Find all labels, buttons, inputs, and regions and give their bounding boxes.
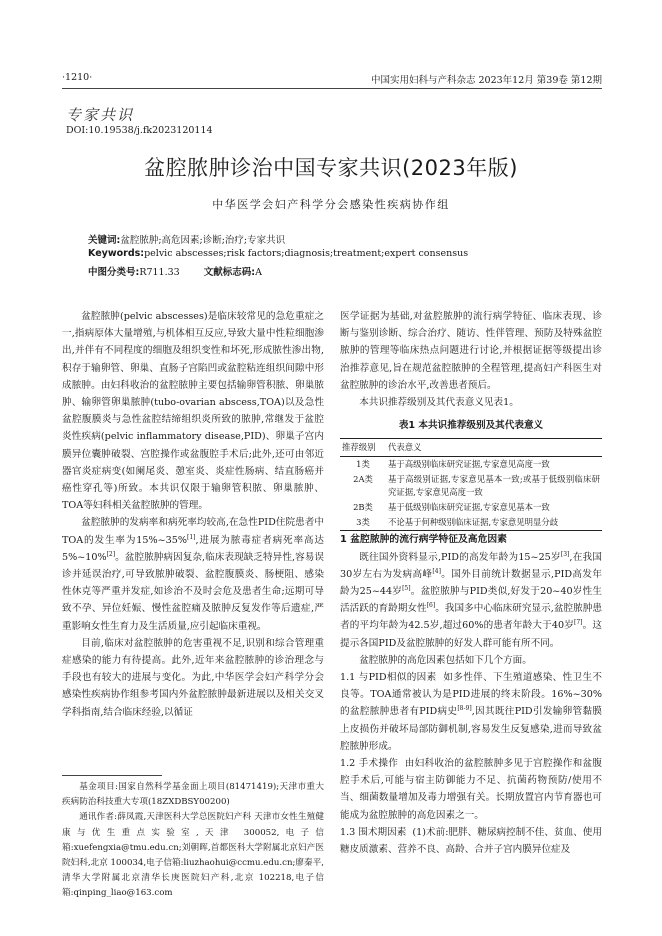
citation: [5]: [402, 584, 411, 592]
classification: [88, 264, 588, 278]
risk-intro-paragraph: 盆腔脓肿的高危因素包括如下几个方面。: [359, 654, 532, 666]
table-title: 表1 本共识推荐级别及其代表意义: [398, 420, 544, 432]
clc-label: 中图分类号:: [88, 267, 140, 278]
table-cell-meaning: 基于高级别证据,专家意见基本一致;或基于低级别临床研究证据,专家意见高度一致: [388, 474, 600, 498]
doi: DOI:10.19538/j.fk2023120114: [66, 125, 213, 136]
left-column: [62, 308, 324, 721]
table-cell-meaning: 不论基于何种级别临床证据,专家意见明显分歧: [386, 515, 602, 531]
citation: [3]: [560, 550, 570, 558]
subsection-1-3: 1.3 围术期因素 (1)术前:肥胖、糖尿病控制不佳、贫血、使用糖皮质激素、营养不良、高龄、合并子宫内膜异位症及: [340, 826, 602, 856]
keywords-en: [88, 248, 588, 259]
table-cell-level: 2A类: [353, 474, 373, 485]
subsection-1-1: 1.1 与PID相似的因素 如多性伴、下生殖道感染、性卫生不良等。TOA通常被认为是PID进展的终末阶段。16%~30%的盆腔脓肿患者有PID病史[8-9],因其既往PID引发输卵管黏膜上皮损伤并破坏局部防御机制,容易发生反复感染,进而导致盆腔脓肿形成。: [340, 672, 603, 752]
keywords-en-label: Keywords:: [88, 248, 145, 259]
table-cell-level: 3类: [340, 515, 386, 531]
page-number: ·1210·: [62, 72, 93, 83]
subsection-1-1-label: 1.1 与PID相似的因素: [340, 672, 437, 684]
section-1-heading: 1 盆腔脓肿的流行病学特征及高危因素: [340, 534, 507, 546]
keywords-cn-text: 盆腔脓肿;高危因素;诊断;治疗;专家共识: [120, 235, 286, 246]
table-header-meaning: 代表意义: [386, 439, 602, 457]
table-row: [340, 472, 602, 500]
epidemiology-paragraph: 既往国外资料显示,PID的高发年龄为15~25岁[3],在我国30岁左右为发病高峰[4]。国外目前统计数据显示,PID高发年龄为25~44岁[5]。盆腔脓肿与PID类似,好发于20~40岁性生活活跃的育龄期女性[6]。我国多中心临床研究显示,盆腔脓肿患者的平均年龄为42.5岁,超过60%的患者年龄大于40岁[7]。这提示各国PID及盆腔脓肿的好发人群可能有所不同。: [340, 550, 602, 649]
journal-header: 中国实用妇科与产科杂志 2023年12月 第39卷 第12期: [370, 75, 602, 86]
intro-paragraph-1: 盆腔脓肿(pelvic abscesses)是临床较常见的急危重症之一,指病原体大量增殖,与机体相互反应,导致大量中性粒细胞渗出,并伴有不同程度的细胞及组织变性和坏死,形成脓性渗出物,积存于输卵管、卵巢、直肠子宫陷凹或盆腔粘连组织间隙中形成脓肿。由妇科收治的盆腔脓肿主要包括输卵管积脓、卵巢脓肿、输卵管卵巢脓肿(tubo-ovarian abscess,TOA)以及急性盆腔腹膜炎与急性盆腔结缔组织炎所致的脓肿,常继发于盆腔炎性疾病(pelvic inflammatory disease,PID)、卵巢子宫内膜异位囊肿破裂、宫腔操作或盆腹腔手术后;此外,还可由邻近器官炎症病变(如阑尾炎、憩室炎、炎症性肠病、结直肠癌并癌性穿孔等)所致。本共识仅限于输卵管积脓、卵巢脓肿、TOA等妇科相关盆腔脓肿的管理。: [62, 311, 324, 512]
table-cell-level: 1类: [356, 459, 370, 470]
intro-paragraph-2: 盆腔脓肿的发病率和病死率均较高,在急性PID住院患者中TOA的发生率为15%~35%[1],进展为脓毒症者病死率高达5%~10%[2]。盆腔脓肿病因复杂,临床表现缺乏特异性,容易误诊并延误治疗,可导致脓肿破裂、盆腔腹膜炎、肠梗阻、感染性休克等严重并发症,如诊治不及时会危及患者生命;远期可导致不孕、异位妊娠、慢性盆腔痛及脓肿反复发作等后遗症,严重影响女性生育力及生活质量,应引起临床重视。: [62, 517, 324, 632]
table-cell-level: 2B类: [353, 502, 373, 513]
header-rule: [62, 88, 602, 89]
recommendation-table: [340, 438, 602, 531]
subsection-1-2: 1.2 手术操作 由妇科收治的盆腔脓肿多见于宫腔操作和盆腹腔手术后,可能与宿主防御能力不足、抗菌药物预防/使用不当、细菌数量增加及毒力增强有关。长期放置宫内节育器也可能成为盆腔脓肿的高危因素之一。: [340, 758, 602, 821]
intro-paragraph-4: 医学证据为基础,对盆腔脓肿的流行病学特征、临床表现、诊断与鉴别诊断、综合治疗、随访、性伴管理、预防及特殊盆腔脓肿的管理等临床热点问题进行讨论,并根据证据等级提出诊治推荐意见,旨在规范盆腔脓肿的全程管理,提高妇产科医生对盆腔脓肿的诊治水平,改善患者预后。: [340, 311, 602, 391]
subsection-1-3-label: 1.3 围术期因素: [340, 826, 407, 838]
table-cell-meaning: 基于低级别临床研究证据,专家意见基本一致: [388, 502, 550, 513]
doc-code-value: A: [255, 267, 262, 278]
citation: [2]: [106, 550, 116, 558]
correspondence-note: 通讯作者:薛凤霞,天津医科大学总医院妇产科 天津市女性生殖健康与优生重点实验室,天津 300052,电子信箱:xuefengxia@tmu.edu.cn;刘朝晖,首都医科大学附属北京妇产医院妇科,北京 100034,电子信箱:liuzhaohui@ccmu.edu.cn;廖秦平,清华大学附属北京清华长庚医院妇产科,北京 102218,电子信箱:qinping_liao@163.com: [62, 812, 324, 899]
subsection-1-2-label: 1.2 手术操作: [340, 758, 399, 770]
keywords-cn: [88, 232, 588, 246]
table-cell-meaning: 基于高级别临床研究证据,专家意见高度一致: [388, 459, 550, 470]
right-column: [340, 308, 602, 858]
intro-paragraph-5: 本共识推荐级别及其代表意义见表1。: [359, 397, 519, 409]
citation: [4]: [432, 567, 441, 575]
intro-paragraph-3: 目前,临床对盆腔脓肿的危害重视不足,识别和综合管理重症感染的能力有待提高。此外,近年来盆腔脓肿的诊治理念与手段也有较大的进展与变化。为此,中华医学会妇产科学分会感染性疾病协作组参考国内外盆腔脓肿最新进展以及相关交叉学科指南,结合临床经验,以循证: [62, 637, 324, 718]
citation: [8-9]: [457, 705, 472, 713]
citation: [1]: [187, 533, 196, 541]
table-header-row: [340, 439, 602, 457]
keywords-en-text: pelvic abscesses;risk factors;diagnosis;treatment;expert consensus: [144, 248, 469, 259]
citation: [6]: [426, 602, 436, 610]
section-tag: 专家共识: [66, 106, 135, 124]
citation: [7]: [574, 619, 583, 627]
clc-value: R711.33: [139, 267, 180, 278]
authors: 中华医学会妇产科学分会感染性疾病协作组: [212, 198, 450, 211]
footnotes: [62, 780, 324, 902]
footnote-rule: [62, 775, 162, 776]
table-row: [340, 457, 602, 473]
table-row: [340, 515, 602, 531]
page-title: 盆腔脓肿诊治中国专家共识(2023年版): [144, 156, 518, 180]
fund-note: 基金项目:国家自然科学基金面上项目(81471419);天津市重大疾病防治科技重大专项(18ZXDBSY00200): [62, 782, 324, 808]
doc-code-label: 文献标志码:: [203, 267, 256, 278]
table-row: [340, 500, 602, 515]
table-header-level: 推荐级别: [340, 439, 386, 457]
keywords-cn-label: 关键词:: [88, 235, 121, 246]
